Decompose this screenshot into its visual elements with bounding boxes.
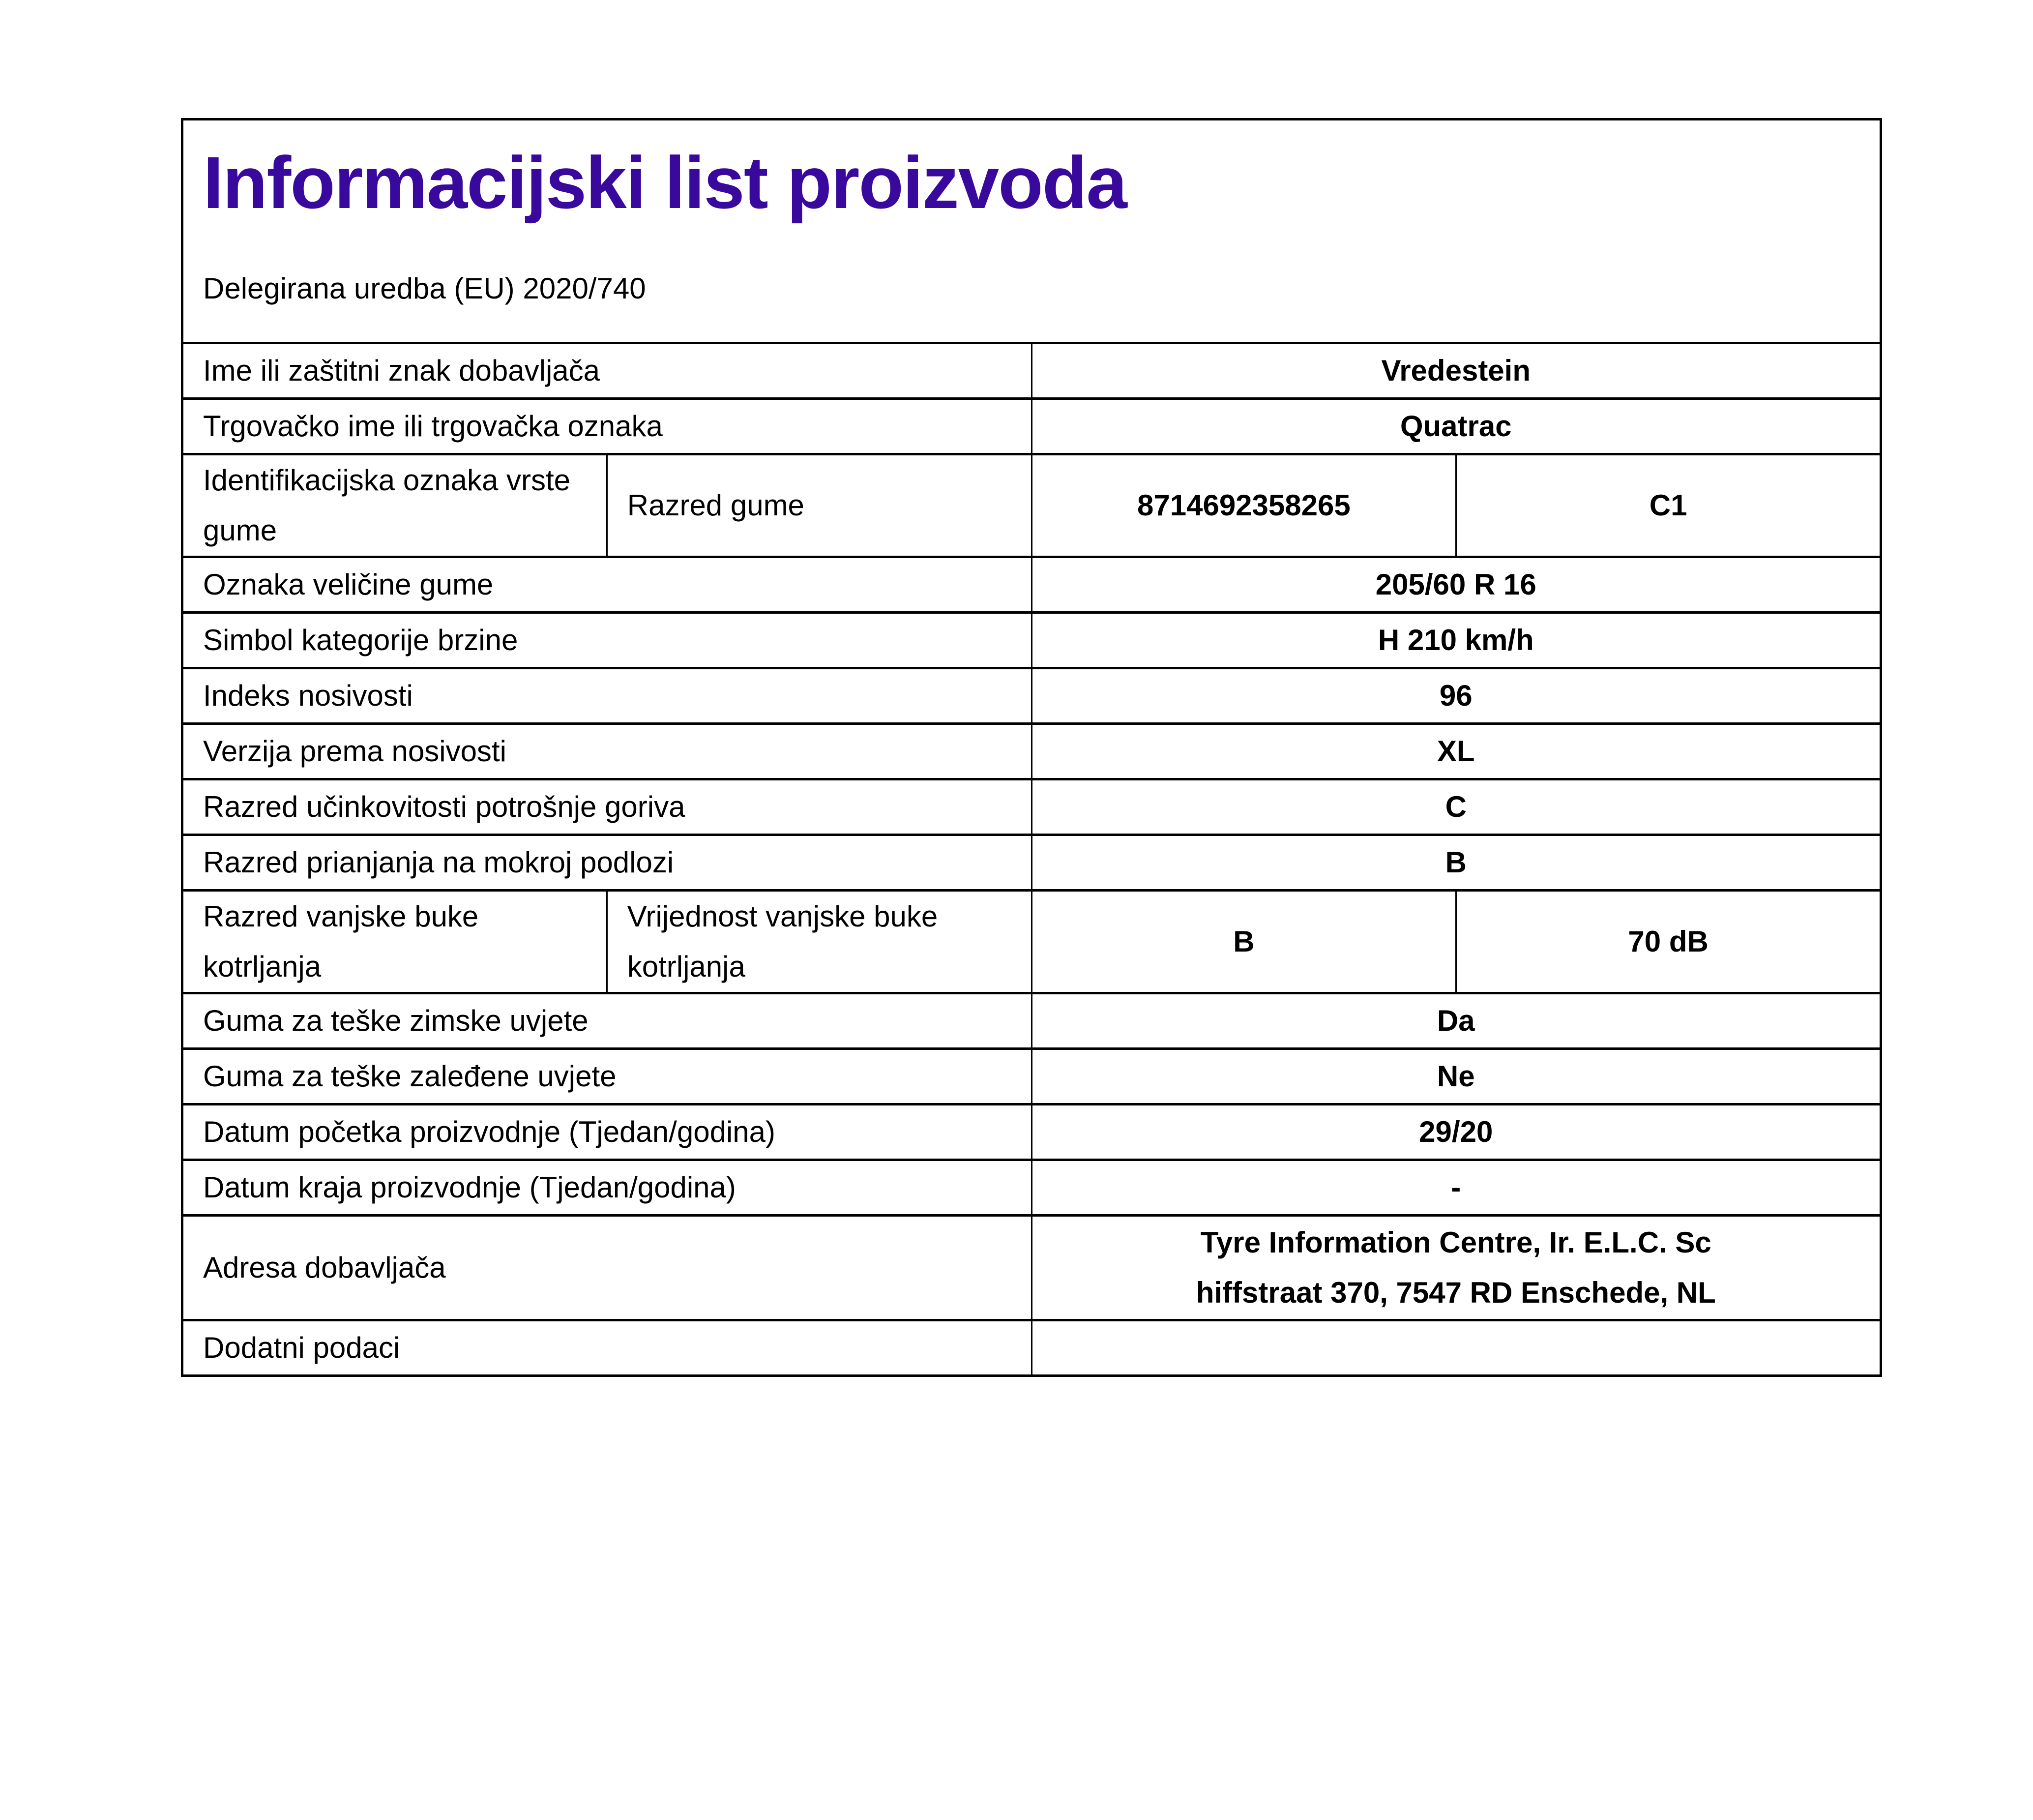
row-value: B (1031, 891, 1456, 993)
row-value: Quatrac (1031, 399, 1881, 454)
table-row (182, 1160, 1881, 1216)
row-value: Vredestein (1031, 343, 1881, 399)
table-row (182, 557, 1881, 613)
row-value-secondary: 70 dB (1456, 891, 1881, 993)
row-value: XL (1031, 724, 1881, 779)
row-label: Dodatni podaci (182, 1320, 1032, 1376)
row-value: Ne (1031, 1049, 1881, 1104)
row-value: 8714692358265 (1031, 454, 1456, 557)
page-title: Informacijski list proizvoda (203, 141, 1126, 224)
row-label: Oznaka veličine gume (182, 557, 1032, 613)
row-label: Trgovačko ime ili trgovačka oznaka (182, 399, 1032, 454)
header-cell (182, 119, 1881, 343)
row-label: Datum kraja proizvodnje (Tjedan/godina) (182, 1160, 1032, 1216)
table-row (182, 724, 1881, 779)
supplier-address-line-2: hiffstraat 370, 7547 RD Enschede, NL (1196, 1276, 1716, 1309)
table-row (182, 993, 1881, 1049)
row-label: Guma za teške zaleđene uvjete (182, 1049, 1032, 1104)
table-row (182, 668, 1881, 724)
row-label: Guma za teške zimske uvjete (182, 993, 1032, 1049)
table-row (182, 1216, 1881, 1320)
row-value (1031, 1216, 1881, 1320)
table-row (182, 779, 1881, 835)
row-value: 29/20 (1031, 1104, 1881, 1160)
product-info-table (181, 118, 1882, 1377)
regulation-subtitle: Delegirana uredba (EU) 2020/740 (203, 271, 646, 305)
row-label: Razred prianjanja na mokroj podlozi (182, 835, 1032, 891)
table-row (182, 1320, 1881, 1376)
row-value (1031, 1320, 1881, 1376)
row-value: Da (1031, 993, 1881, 1049)
row-label: Indeks nosivosti (182, 668, 1032, 724)
row-sublabel: Vrijednost vanjske buke kotrljanja (607, 891, 1031, 993)
row-value: 96 (1031, 668, 1881, 724)
header-row (182, 119, 1881, 343)
row-label: Razred vanjske buke kotrljanja (182, 891, 607, 993)
row-value: 205/60 R 16 (1031, 557, 1881, 613)
table-row (182, 1104, 1881, 1160)
row-value: C (1031, 779, 1881, 835)
row-label: Datum početka proizvodnje (Tjedan/godina) (182, 1104, 1032, 1160)
row-label: Adresa dobavljača (182, 1216, 1032, 1320)
row-sublabel: Razred gume (607, 454, 1031, 557)
table-row (182, 1049, 1881, 1104)
table-row (182, 454, 1881, 557)
table-row (182, 891, 1881, 993)
row-label: Ime ili zaštitni znak dobavljača (182, 343, 1032, 399)
row-value: - (1031, 1160, 1881, 1216)
row-value: H 210 km/h (1031, 613, 1881, 668)
row-value: B (1031, 835, 1881, 891)
table-row (182, 835, 1881, 891)
table-row (182, 613, 1881, 668)
row-label: Razred učinkovitosti potrošnje goriva (182, 779, 1032, 835)
row-value-secondary: C1 (1456, 454, 1881, 557)
row-label: Identifikacijska oznaka vrste gume (182, 454, 607, 557)
table-row (182, 343, 1881, 399)
supplier-address-line-1: Tyre Information Centre, Ir. E.L.C. Sc (1200, 1226, 1711, 1259)
table-row (182, 399, 1881, 454)
document-page (181, 118, 1882, 1377)
row-label: Simbol kategorije brzine (182, 613, 1032, 668)
row-label: Verzija prema nosivosti (182, 724, 1032, 779)
